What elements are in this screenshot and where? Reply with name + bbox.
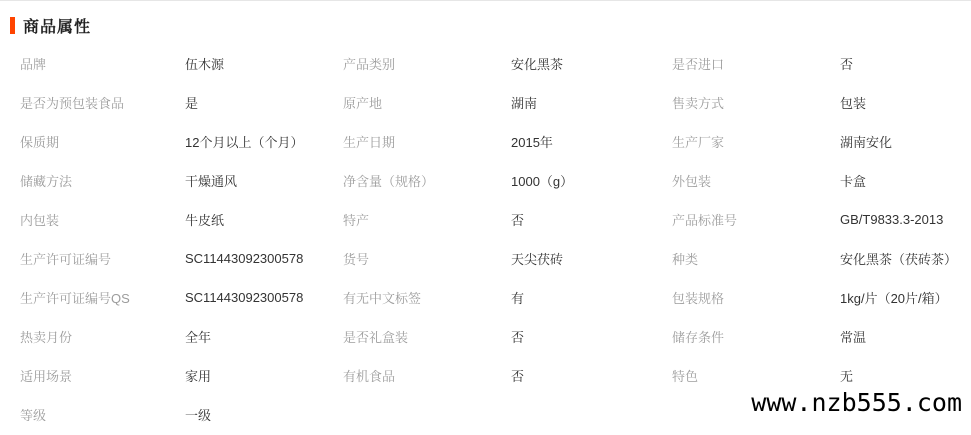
attribute-value: GB/T9833.3-2013 <box>840 212 944 227</box>
attribute-value: 安化黑茶（茯砖茶） <box>840 252 958 267</box>
attribute-value: 牛皮纸 <box>185 213 225 228</box>
attribute-cell <box>20 317 343 356</box>
panel-title: 商品属性 <box>23 18 92 36</box>
attribute-label: 是否进口 <box>672 57 725 72</box>
watermark-text: www.nzb555.com <box>751 388 962 417</box>
attribute-label: 产品类别 <box>343 57 396 72</box>
attribute-value: 湖南 <box>511 96 538 111</box>
attribute-cell <box>20 200 343 239</box>
attribute-cell <box>672 239 971 278</box>
attribute-label: 品牌 <box>20 57 47 72</box>
attribute-cell <box>672 278 971 317</box>
attribute-value: 卡盒 <box>840 174 867 189</box>
attribute-cell <box>343 278 672 317</box>
attribute-cell <box>343 356 672 395</box>
attribute-label: 生产日期 <box>343 135 396 150</box>
attributes-table <box>0 44 971 434</box>
attribute-cell <box>672 83 971 122</box>
attribute-cell <box>343 239 672 278</box>
attribute-value: 否 <box>840 57 854 72</box>
attribute-value: 是 <box>185 96 199 111</box>
attribute-label: 有无中文标签 <box>343 291 422 306</box>
attribute-cell <box>672 161 971 200</box>
attribute-value: 干燥通风 <box>185 174 238 189</box>
attribute-value: 家用 <box>185 369 212 384</box>
attribute-label: 内包装 <box>20 213 60 228</box>
attribute-value: 湖南安化 <box>840 135 893 150</box>
attribute-value: SC11443092300578 <box>185 290 304 305</box>
attribute-label: 产品标准号 <box>672 213 738 228</box>
attribute-cell-empty <box>343 395 672 434</box>
attribute-cell <box>20 239 343 278</box>
attribute-value: 安化黑茶 <box>511 57 564 72</box>
attribute-label: 原产地 <box>343 96 383 111</box>
attribute-cell <box>672 44 971 83</box>
attribute-label: 特产 <box>343 213 370 228</box>
attribute-value: 1kg/片（20片/箱） <box>840 291 948 306</box>
attribute-cell <box>672 317 971 356</box>
attribute-value: 一级 <box>185 408 212 423</box>
attribute-value: 否 <box>511 330 525 345</box>
attribute-label: 保质期 <box>20 135 60 150</box>
attribute-value: 常温 <box>840 330 867 345</box>
attribute-value: 否 <box>511 369 525 384</box>
attribute-label: 特色 <box>672 369 699 384</box>
attribute-label: 生产许可证编号QS <box>20 291 130 306</box>
attribute-cell <box>20 44 343 83</box>
attribute-value: 有 <box>511 291 525 306</box>
attribute-value: 12个月以上（个月） <box>185 135 304 150</box>
panel-header <box>10 14 971 36</box>
attribute-cell <box>20 395 343 434</box>
attribute-cell <box>343 200 672 239</box>
accent-bar-icon <box>10 17 15 34</box>
attribute-label: 适用场景 <box>20 369 73 384</box>
attribute-value: 无 <box>840 369 854 384</box>
attribute-value: 2015年 <box>511 135 553 150</box>
attribute-label: 有机食品 <box>343 369 396 384</box>
attribute-label: 货号 <box>343 252 370 267</box>
attribute-label: 是否为预包装食品 <box>20 96 125 111</box>
attribute-label: 储藏方法 <box>20 174 73 189</box>
attribute-cell <box>343 161 672 200</box>
attribute-value: 包装 <box>840 96 867 111</box>
attribute-value: 1000（g） <box>511 174 574 189</box>
attribute-cell <box>672 200 971 239</box>
attribute-cell <box>20 161 343 200</box>
attribute-cell <box>20 83 343 122</box>
attribute-label: 种类 <box>672 252 699 267</box>
attribute-label: 等级 <box>20 408 47 423</box>
attribute-label: 生产厂家 <box>672 135 725 150</box>
attribute-cell <box>20 356 343 395</box>
attribute-cell <box>343 44 672 83</box>
attribute-label: 是否礼盒装 <box>343 330 409 345</box>
attribute-label: 包装规格 <box>672 291 725 306</box>
attribute-label: 净含量（规格） <box>343 174 435 189</box>
attribute-cell <box>20 122 343 161</box>
attribute-cell <box>20 278 343 317</box>
attribute-value: 伍木源 <box>185 57 225 72</box>
attribute-label: 储存条件 <box>672 330 725 345</box>
attribute-cell <box>343 317 672 356</box>
attribute-label: 外包装 <box>672 174 712 189</box>
attribute-value: 天尖茯砖 <box>511 252 564 267</box>
attribute-value: SC11443092300578 <box>185 251 304 266</box>
attribute-value: 全年 <box>185 330 212 345</box>
attribute-label: 生产许可证编号 <box>20 252 112 267</box>
attribute-cell <box>343 122 672 161</box>
attribute-cell <box>672 122 971 161</box>
attribute-label: 热卖月份 <box>20 330 73 345</box>
attribute-label: 售卖方式 <box>672 96 725 111</box>
attribute-value: 否 <box>511 213 525 228</box>
attribute-cell <box>343 83 672 122</box>
